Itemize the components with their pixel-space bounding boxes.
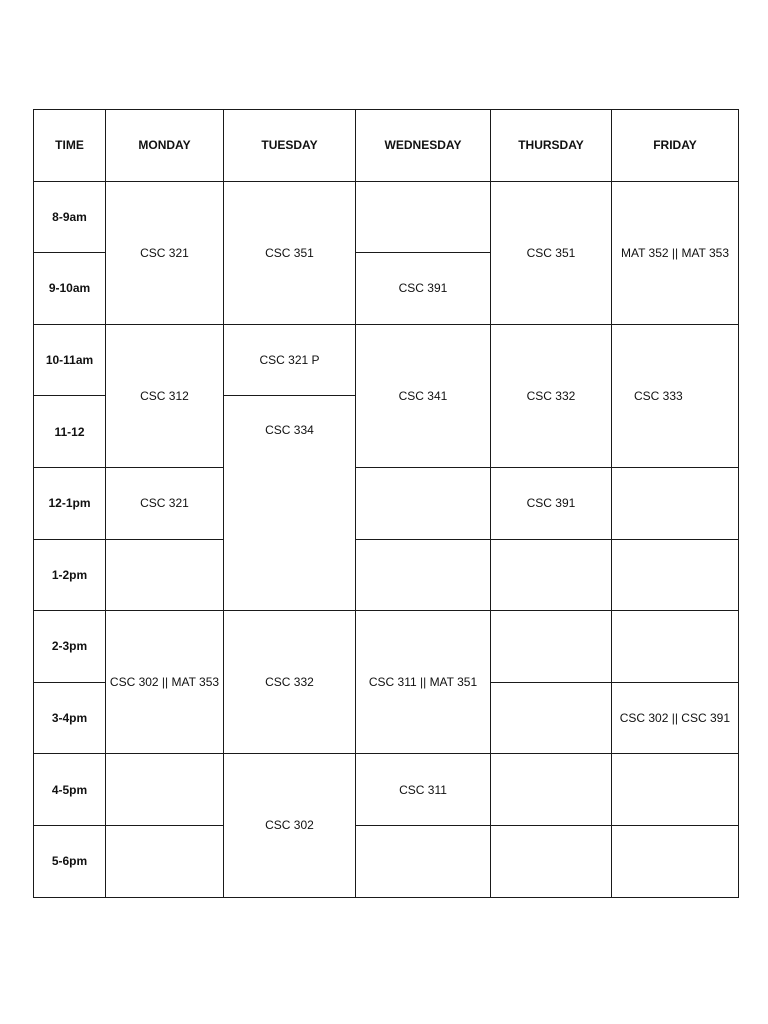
slot-monday-4-5 — [106, 754, 224, 826]
slot-thursday-8-10: CSC 351 — [491, 181, 612, 324]
time-label: 2-3pm — [34, 611, 106, 683]
table-row — [34, 324, 739, 396]
slot-wednesday-1-2 — [356, 539, 491, 611]
slot-thursday-12-1: CSC 391 — [491, 467, 612, 539]
slot-friday-12-1 — [612, 467, 739, 539]
slot-wednesday-5-6 — [356, 825, 491, 897]
slot-monday-5-6 — [106, 825, 224, 897]
slot-monday-2-4: CSC 302 || MAT 353 — [106, 611, 224, 754]
time-label: 1-2pm — [34, 539, 106, 611]
slot-monday-8-10: CSC 321 — [106, 181, 224, 324]
time-label: 12-1pm — [34, 467, 106, 539]
time-label: 8-9am — [34, 181, 106, 253]
header-time: TIME — [34, 110, 106, 182]
slot-tuesday-11-2: CSC 334 — [224, 396, 356, 611]
slot-friday-5-6 — [612, 825, 739, 897]
slot-monday-12-1: CSC 321 — [106, 467, 224, 539]
slot-monday-1-2 — [106, 539, 224, 611]
table-row — [34, 825, 739, 897]
time-label: 3-4pm — [34, 682, 106, 754]
slot-wednesday-4-5: CSC 311 — [356, 754, 491, 826]
slot-thursday-10-12: CSC 332 — [491, 324, 612, 467]
time-label: 9-10am — [34, 253, 106, 325]
time-label: 5-6pm — [34, 825, 106, 897]
slot-wednesday-10-12: CSC 341 — [356, 324, 491, 467]
header-thursday: THURSDAY — [491, 110, 612, 182]
table-row — [34, 181, 739, 253]
slot-monday-10-12: CSC 312 — [106, 324, 224, 467]
slot-tuesday-4-6: CSC 302 — [224, 754, 356, 897]
slot-friday-1-2 — [612, 539, 739, 611]
header-wednesday: WEDNESDAY — [356, 110, 491, 182]
table-row — [34, 539, 739, 611]
slot-friday-8-10: MAT 352 || MAT 353 — [612, 181, 739, 324]
time-label: 11-12 — [34, 396, 106, 468]
header-tuesday: TUESDAY — [224, 110, 356, 182]
table-row — [34, 467, 739, 539]
timetable — [33, 109, 739, 898]
header-friday: FRIDAY — [612, 110, 739, 182]
header-monday: MONDAY — [106, 110, 224, 182]
header-row — [34, 110, 739, 182]
slot-friday-2-3 — [612, 611, 739, 683]
slot-wednesday-12-1 — [356, 467, 491, 539]
slot-friday-4-5 — [612, 754, 739, 826]
slot-friday-10-12: CSC 333 — [612, 324, 739, 467]
table-row — [34, 611, 739, 683]
slot-wednesday-2-4: CSC 311 || MAT 351 — [356, 611, 491, 754]
slot-tuesday-10-11: CSC 321 P — [224, 324, 356, 396]
time-label: 10-11am — [34, 324, 106, 396]
slot-thursday-1-2 — [491, 539, 612, 611]
slot-wednesday-8-9 — [356, 181, 491, 253]
slot-thursday-4-5 — [491, 754, 612, 826]
table-row — [34, 754, 739, 826]
slot-tuesday-2-4: CSC 332 — [224, 611, 356, 754]
slot-friday-3-4: CSC 302 || CSC 391 — [612, 682, 739, 754]
slot-tuesday-8-10: CSC 351 — [224, 181, 356, 324]
time-label: 4-5pm — [34, 754, 106, 826]
slot-thursday-5-6 — [491, 825, 612, 897]
slot-thursday-3-4 — [491, 682, 612, 754]
slot-thursday-2-3 — [491, 611, 612, 683]
slot-wednesday-9-10: CSC 391 — [356, 253, 491, 325]
